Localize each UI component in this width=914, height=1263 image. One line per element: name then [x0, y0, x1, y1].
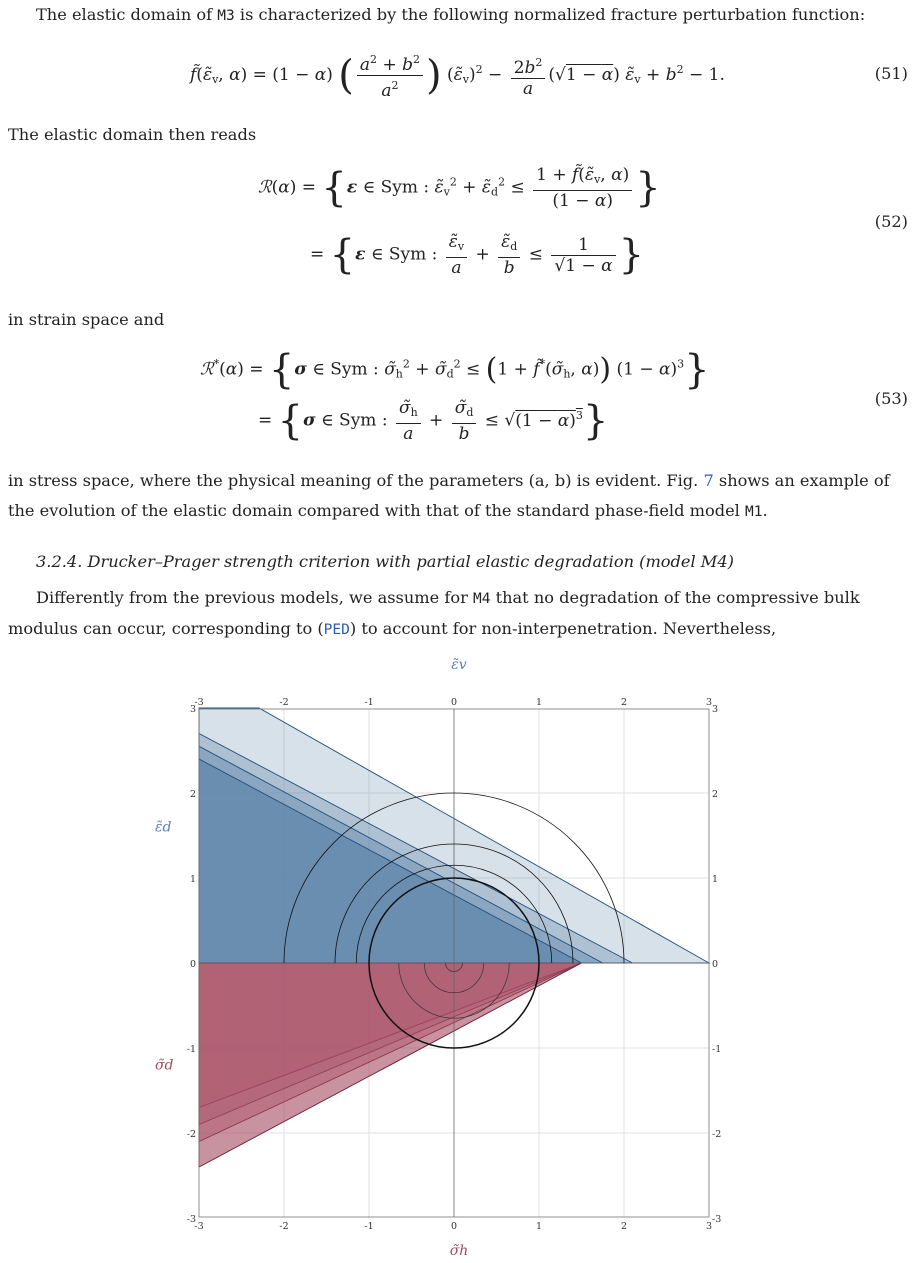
model-ref-m3: M3	[217, 8, 235, 24]
bottom-tick-label: 3	[705, 1221, 713, 1232]
right-tick-label: 0	[712, 959, 719, 970]
left-tick-label: 3	[189, 704, 196, 715]
paragraph-5-text: Differently from the previous models, we assume for	[36, 588, 473, 607]
paragraph-2: The elastic domain then reads	[8, 125, 257, 144]
bottom-tick-label: 2	[620, 1221, 628, 1232]
figure-7-link[interactable]: 7	[703, 471, 714, 490]
paragraph-5-text-end: ) to account for non-interpenetration. Nevertheless,	[349, 619, 777, 638]
top-axis-label: ε̃v	[451, 657, 467, 673]
paragraph-4-text: in stress space, where the physical meaning of the parameters (a, b) is evident. Fig.	[8, 471, 704, 490]
paragraph-4-text-mid: shows an example of the evolution of the elastic domain compared with that of the standard phase-field model	[8, 471, 890, 520]
bottom-tick-label: 1	[535, 1221, 543, 1232]
equation-53-line-1: ℛ*(α) = {σ ∈ Sym : $\sigmã_h^2$ + $\sigmã_d^2 \le (1$ + $f̃^*(\sigmã_h$, α)) $(1 - \alpha)^3$}	[200, 347, 710, 393]
equation-51-number: (51)	[874, 64, 908, 83]
right-tick-label: -1	[712, 1044, 722, 1055]
right-tick-label: -3	[712, 1214, 722, 1225]
ped-link[interactable]: PED	[323, 622, 350, 638]
equation-53-number: (53)	[874, 389, 908, 408]
paragraph-5-text-mid: that no degradation of the compressive bulk modulus can occur, corresponding to (	[8, 588, 860, 638]
bottom-tick-label: 0	[450, 1221, 458, 1232]
lower-left-axis-label: σ̃d	[155, 1057, 174, 1074]
paragraph-3: in strain space and	[8, 310, 165, 329]
top-tick-label: 0	[450, 697, 458, 708]
stress-domain-area	[199, 963, 582, 1167]
section-heading: 3.2.4. Drucker–Prager strength criterion with partial elastic degradation (model M4)	[36, 552, 734, 571]
equation-52-number: (52)	[874, 212, 908, 231]
top-tick-label: -2	[279, 697, 289, 708]
bottom-tick-label: -1	[364, 1221, 374, 1232]
right-tick-label: 3	[712, 704, 719, 715]
equation-51: $f̃(\varepsiloñ_v$, α) = (1 − α) ( $\frac{a^2 + b^2}{a^2}$ ) $(\varepsiloñ_v)^2$ − $\frac{2b^2}{a}$ (√1 − α) $\varepsiloñ_v + b^2 - 1$.	[190, 50, 725, 101]
right-tick-label: 1	[712, 874, 719, 885]
model-ref-m1: M1	[744, 504, 763, 520]
left-tick-label: 0	[189, 959, 196, 970]
paragraph-1-text: The elastic domain of	[36, 5, 218, 24]
left-tick-label: -1	[186, 1044, 196, 1055]
right-tick-label: 2	[712, 789, 719, 800]
model-ref-m4: M4	[472, 591, 491, 607]
paragraph-1-text-end: is characterized by the following normalized fracture perturbation function:	[234, 5, 866, 24]
bottom-tick-label: -2	[279, 1221, 289, 1232]
left-tick-label: 2	[189, 789, 196, 800]
equation-53-line-2: = {σ ∈ Sym : $\frac{\sigmã_h}{a}$ + $\frac{\sigmã_d}{b}$ ≤ $√(1 - \alpha)^3$}	[258, 398, 609, 444]
left-tick-label: 1	[189, 874, 196, 885]
top-tick-label: 3	[705, 697, 713, 708]
equation-52-line-1: ℛ(α) = {ε ∈ Sym : $\varepsiloñ_v^2$ + $\varepsiloñ_d^2$ ≤ $\frac{1 + f̃(\varepsiloñ_v, \alpha)}{(1 - \alpha)}$ }	[258, 165, 661, 211]
paragraph-4-end: .	[762, 501, 768, 520]
left-tick-label: -2	[186, 1129, 196, 1140]
top-tick-label: 1	[535, 697, 543, 708]
bottom-axis-label: σ̃h	[449, 1243, 469, 1259]
top-tick-label: -3	[194, 697, 204, 708]
equation-52-line-2: = {ε ∈ Sym : $\frac{\varepsiloñ_v}{a}$ + $\frac{\varepsiloñ_d}{b}$ ≤ $\frac{1}{√1 - \alpha}$ }	[310, 232, 645, 278]
right-tick-label: -2	[712, 1129, 722, 1140]
bottom-tick-label: -3	[194, 1221, 204, 1232]
top-tick-label: 2	[620, 697, 628, 708]
left-tick-label: -3	[186, 1214, 196, 1225]
top-tick-label: -1	[364, 697, 374, 708]
upper-left-axis-label: ε̃d	[155, 819, 172, 836]
